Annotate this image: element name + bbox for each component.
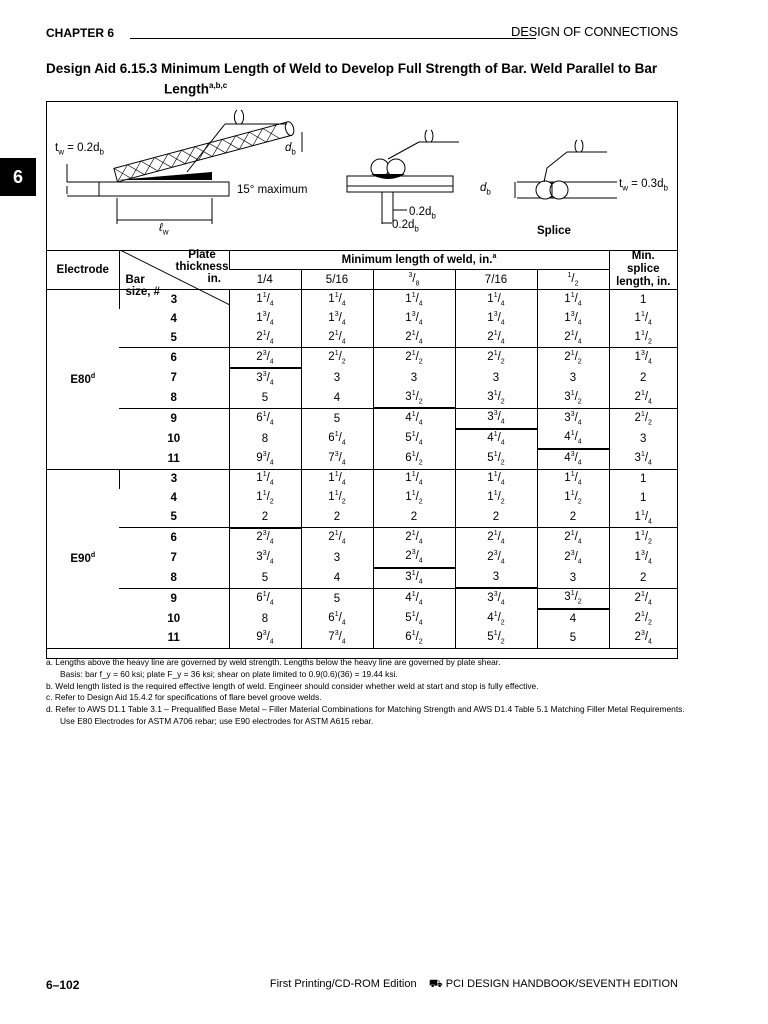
weld-length-cell: $1^1/_2$ [537, 489, 609, 508]
weld-length-cell: $2^1/_4$ [537, 328, 609, 348]
weld-length-cell: $2^1/_2$ [301, 348, 373, 369]
title-line-1: Design Aid 6.15.3 Minimum Length of Weld to Develop Full Strength of Bar. Weld Parallel to Bar [46, 61, 658, 76]
splice-length-cell: $3^1/_4$ [609, 449, 677, 470]
table-row [47, 568, 677, 589]
page-header [46, 24, 678, 42]
weld-length-cell: $1^1/_2$ [373, 489, 455, 508]
weld-length-cell: 3 [455, 368, 537, 388]
bar-size-cell: 3 [119, 469, 229, 489]
bar-size-cell: 5 [119, 508, 229, 528]
weld-length-cell: 5 [537, 629, 609, 649]
weld-length-cell: $2^1/_4$ [373, 328, 455, 348]
chapter-tab: 6 [0, 158, 36, 196]
weld-length-cell: $5^1/_4$ [373, 609, 455, 629]
weld-length-cell: $5^1/_2$ [455, 629, 537, 649]
bar-size-cell: 3 [119, 290, 229, 310]
splice-length-cell: 3 [609, 429, 677, 449]
weld-length-cell: $6^1/_2$ [373, 629, 455, 649]
table-row [47, 548, 677, 568]
weld-length-cell: 4 [301, 388, 373, 408]
table-row [47, 449, 677, 470]
note-b: b. Weld length listed is the required effective length of weld. Engineer should consider whether weld at start and stop is fully effective. [46, 680, 539, 691]
weld-length-cell: 2 [373, 508, 455, 528]
weld-length-cell: $4^3/_4$ [537, 449, 609, 470]
bar-size-cell: 10 [167, 612, 181, 625]
splice-header: Min. splice length, in. [609, 250, 677, 290]
table-row [47, 309, 677, 328]
weld-length-cell: $3^3/_4$ [455, 588, 537, 609]
header-rule [130, 38, 536, 39]
title-line-2: Length [164, 81, 209, 97]
weld-length-cell: $2^1/_2$ [537, 348, 609, 369]
mid-weld-throat-b: $0.2d_b$ [392, 219, 419, 234]
section-label: DESIGN OF CONNECTIONS [511, 24, 678, 39]
weld-length-cell: 3 [455, 568, 537, 589]
weld-length-cell: $1^3/_4$ [537, 309, 609, 328]
splice-length-cell: $1^3/_4$ [609, 348, 677, 369]
min-length-header: Minimum length of weld, in.$^a$ [229, 250, 609, 270]
pci-logo-icon: ⛟ [428, 978, 443, 990]
edition-line: First Printing/CD-ROM Edition ⛟ PCI DESIGN HANDBOOK/SEVENTH EDITION [269, 978, 678, 990]
weld-length-cell: $2^3/_4$ [373, 548, 455, 568]
splice-length-cell: 2 [609, 568, 677, 589]
weld-length-cell: $1^1/_4$ [537, 290, 609, 310]
splice-length-cell: $1^1/_4$ [609, 508, 677, 528]
weld-length-cell: 5 [229, 568, 301, 589]
note-a: a. Lengths above the heavy line are governed by weld strength. Lengths below the heavy line are governed by plate shear. [46, 657, 501, 667]
weld-length-cell: $2^3/_4$ [229, 348, 301, 369]
weld-length-cell: 3 [301, 548, 373, 568]
tw-left-label: $t_w = 0.2d_b$ [55, 142, 104, 157]
db-right-label: $d_b$ [480, 182, 491, 197]
weld-length-cell: 5 [301, 588, 373, 609]
bar-size-cell: 8 [119, 388, 229, 408]
weld-length-cell: $3^1/_4$ [373, 568, 455, 589]
weld-length-cell: $1^3/_4$ [455, 309, 537, 328]
table-row [47, 469, 677, 489]
weld-length-cell: $2^1/_4$ [455, 528, 537, 548]
thickness-header-1: 5/16 [301, 270, 373, 290]
weld-length-cell: 3 [373, 368, 455, 388]
page-number: 6–102 [46, 978, 80, 992]
title-superscript: a,b,c [209, 81, 228, 90]
weld-length-cell: 8 [229, 609, 301, 629]
weld-length-cell: $3^1/_2$ [455, 388, 537, 408]
weld-length-cell: $1^1/_4$ [373, 290, 455, 310]
weld-length-cell: $1^1/_4$ [537, 469, 609, 489]
splice-length-cell: $1^1/_2$ [609, 328, 677, 348]
weld-length-cell: $1^1/_4$ [301, 469, 373, 489]
weld-length-cell: $3^1/_2$ [537, 388, 609, 408]
db-left-label: $d_b$ [285, 142, 296, 157]
weld-length-cell: $3^3/_4$ [537, 408, 609, 429]
weld-length-cell: $2^3/_4$ [229, 528, 301, 548]
weld-length-cell: $2^1/_4$ [229, 328, 301, 348]
weld-length-cell: $2^1/_2$ [373, 348, 455, 369]
weld-length-cell: $1^3/_4$ [301, 309, 373, 328]
weld-length-cell: $7^3/_4$ [301, 629, 373, 649]
weld-length-cell: $6^1/_2$ [373, 449, 455, 470]
electrode-cell: E90$^d$ [47, 469, 119, 648]
splice-length-cell: $2^3/_4$ [609, 629, 677, 649]
weld-length-cell: 3 [537, 568, 609, 589]
weld-length-cell: 2 [301, 508, 373, 528]
note-d: d. Refer to AWS D1.1 Table 3.1 – Prequalified Base Metal – Filler Material Combinations for Matching Strength and AWS D1.4 Table 5.1 Matching Filler Metal Requirements. Use E80 Electrodes for ASTM A706 rebar; use E90 electrodes for ASTM A615 rebar. [46, 704, 685, 726]
table-row [47, 348, 677, 369]
weld-diagram [47, 102, 677, 250]
weld-length-cell: 2 [229, 508, 301, 528]
angle-label: 15° maximum [237, 184, 308, 196]
weld-length-cell: $3^3/_4$ [455, 408, 537, 429]
weld-length-cell: $1^1/_4$ [229, 290, 301, 310]
bar-size-cell: 7 [170, 372, 177, 384]
mid-weld-throat-a: $0.2d_b$ [409, 206, 436, 221]
bar-size-cell: 4 [170, 492, 177, 504]
table-row [47, 328, 677, 348]
note-a-basis: Basis: bar f_y = 60 ksi; plate F_y = 36 ksi; shear on plate limited to 0.9(0.6)(36) = 19.44 ksi. [60, 668, 398, 679]
weld-length-cell: $2^3/_4$ [455, 548, 537, 568]
thickness-header-2: $^3/_8$ [373, 270, 455, 290]
weld-length-cell: $6^1/_4$ [229, 408, 301, 429]
weld-length-cell: $9^3/_4$ [229, 449, 301, 470]
weld-length-cell: $7^3/_4$ [301, 449, 373, 470]
table-row [47, 368, 677, 388]
splice-length-cell: $2^1/_2$ [609, 609, 677, 629]
bar-size-cell: 9 [170, 592, 177, 605]
weld-length-cell: $1^1/_2$ [229, 489, 301, 508]
weld-length-cell: $6^1/_4$ [229, 588, 301, 609]
weld-length-cell: $3^3/_4$ [229, 368, 301, 388]
weld-length-cell: 4 [301, 568, 373, 589]
splice-length-cell: 1 [609, 290, 677, 310]
weld-length-table [47, 250, 677, 649]
bar-size-cell: 11 [119, 449, 229, 470]
weld-length-cell: 2 [537, 508, 609, 528]
table-row [47, 388, 677, 408]
weld-length-cell: $5^1/_2$ [455, 449, 537, 470]
weld-length-cell: $2^1/_4$ [537, 528, 609, 548]
splice-length-cell: $1^3/_4$ [609, 548, 677, 568]
weld-length-cell: $9^3/_4$ [229, 629, 301, 649]
weld-length-cell: $3^1/_2$ [373, 388, 455, 408]
footnotes [46, 657, 686, 728]
bar-size-cell: 11 [119, 629, 229, 649]
table-header-row-1 [47, 250, 677, 270]
chapter-label: CHAPTER 6 [46, 26, 115, 40]
table-row [47, 629, 677, 649]
weld-length-cell: $2^1/_2$ [455, 348, 537, 369]
splice-label: Splice [537, 225, 571, 237]
bar-size-cell: 10 [167, 432, 181, 445]
splice-length-cell: $1^1/_4$ [609, 309, 677, 328]
weld-length-cell: 5 [301, 408, 373, 429]
splice-length-cell: $1^1/_2$ [609, 528, 677, 548]
weld-length-cell: $2^1/_4$ [301, 528, 373, 548]
weld-length-cell: $6^1/_4$ [301, 429, 373, 449]
weld-length-cell: $4^1/_4$ [373, 408, 455, 429]
bar-plate-header: Plate thickness in. Bar size, # [119, 250, 229, 290]
weld-length-cell: 4 [537, 609, 609, 629]
weld-length-cell: $1^3/_4$ [373, 309, 455, 328]
bar-size-cell: 6 [170, 531, 177, 544]
bar-size-cell: 6 [170, 352, 177, 364]
tw-right-label: $t_w = 0.3d_b$ [619, 178, 668, 193]
weld-length-cell: $3^1/_2$ [537, 588, 609, 609]
weld-length-cell: 3 [301, 368, 373, 388]
weld-length-cell: $1^1/_4$ [301, 290, 373, 310]
splice-length-cell: 2 [609, 368, 677, 388]
thickness-header-0: 1/4 [229, 270, 301, 290]
table-row [47, 588, 677, 609]
table-row [47, 429, 677, 449]
note-c: c. Refer to Design Aid 15.4.2 for specifications of flare bevel groove welds. [46, 692, 322, 703]
weld-length-cell: $1^3/_4$ [229, 309, 301, 328]
weld-length-cell: 3 [537, 368, 609, 388]
weld-length-cell: $3^3/_4$ [229, 548, 301, 568]
bar-size-cell: 4 [170, 312, 177, 325]
electrode-header: Electrode [47, 250, 119, 290]
bar-size-cell: 8 [119, 568, 229, 589]
weld-length-cell: $2^1/_4$ [301, 328, 373, 348]
splice-length-cell: 1 [609, 469, 677, 489]
weld-length-cell: $1^1/_4$ [455, 290, 537, 310]
weld-length-cell: $4^1/_4$ [537, 429, 609, 449]
weld-length-cell: $1^1/_4$ [229, 469, 301, 489]
weld-length-cell: $5^1/_4$ [373, 429, 455, 449]
splice-length-cell: $2^1/_4$ [609, 388, 677, 408]
weld-length-cell: $6^1/_4$ [301, 609, 373, 629]
design-aid-box [46, 101, 678, 659]
table-row [47, 489, 677, 508]
table-row [47, 609, 677, 629]
weld-length-cell: $1^1/_4$ [455, 469, 537, 489]
page-title [46, 60, 686, 98]
weld-length-cell: $2^1/_4$ [455, 328, 537, 348]
table-row [47, 408, 677, 429]
weld-length-cell: $4^1/_2$ [455, 609, 537, 629]
bar-size-cell: 9 [170, 412, 177, 425]
weld-length-cell: $2^3/_4$ [537, 548, 609, 568]
thickness-header-4: $^1/_2$ [537, 270, 609, 290]
weld-length-cell: $1^1/_2$ [455, 489, 537, 508]
splice-length-cell: $2^1/_4$ [609, 588, 677, 609]
weld-length-cell: $1^1/_4$ [373, 469, 455, 489]
splice-length-cell: $2^1/_2$ [609, 408, 677, 429]
weld-length-cell: 2 [455, 508, 537, 528]
weld-figure [47, 102, 677, 251]
lw-label: ℓ$_w$ [159, 222, 169, 237]
table-row [47, 528, 677, 548]
electrode-cell: E80$^d$ [47, 290, 119, 470]
weld-length-cell: $2^1/_4$ [373, 528, 455, 548]
table-row [47, 508, 677, 528]
weld-length-cell: $4^1/_4$ [455, 429, 537, 449]
bar-size-cell: 7 [170, 551, 177, 564]
bar-size-cell: 5 [119, 328, 229, 348]
weld-length-cell: 8 [229, 429, 301, 449]
splice-length-cell: 1 [609, 489, 677, 508]
weld-length-cell: $1^1/_2$ [301, 489, 373, 508]
thickness-header-3: 7/16 [455, 270, 537, 290]
weld-length-cell: $4^1/_4$ [373, 588, 455, 609]
weld-length-cell: 5 [229, 388, 301, 408]
